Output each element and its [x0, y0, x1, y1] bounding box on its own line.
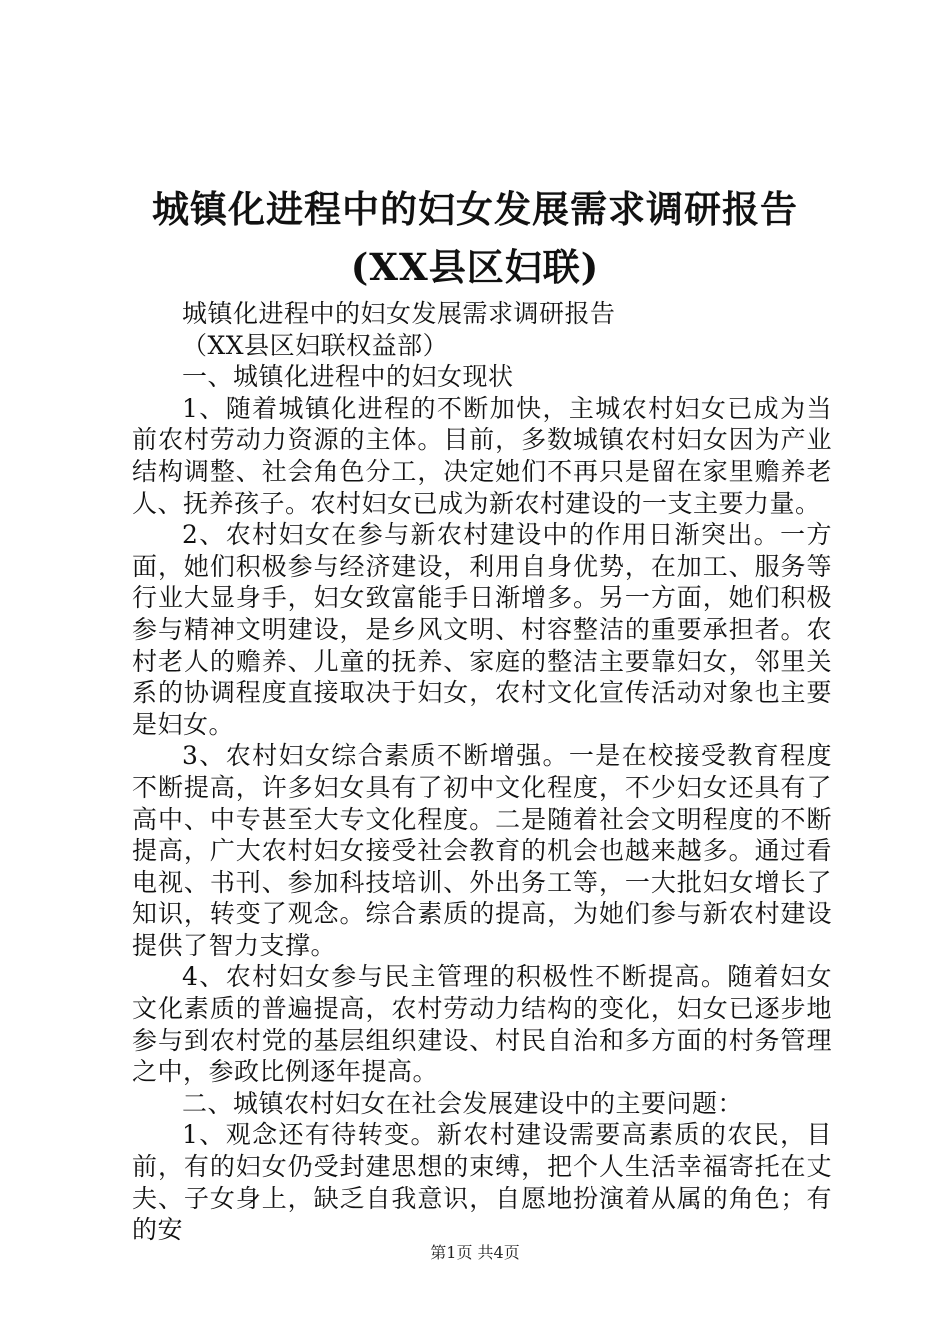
page-number-footer: 第1页 共4页	[430, 1243, 520, 1262]
body-paragraph: 1、观念还有待转变。新农村建设需要高素质的农民，目前，有的妇女仍受封建思想的束缚，把个人生活幸福寄托在丈夫、子女身上，缺乏自我意识，自愿地扮演着从属的角色；有的安	[132, 1120, 832, 1245]
body-paragraph: 1、随着城镇化进程的不断加快，主城农村妇女已成为当前农村劳动力资源的主体。目前，多数城镇农村妇女因为产业结构调整、社会角色分工，决定她们不再只是留在家里赡养老人、抚养孩子。农村妇女已成为新农村建设的一支主要力量。	[132, 393, 832, 518]
document-title: 城镇化进程中的妇女发展需求调研报告(XX县区妇联)	[152, 187, 798, 289]
section-heading-1: 一、城镇化进程中的妇女现状	[182, 362, 514, 392]
author-paragraph: （XX县区妇联权益部）	[182, 330, 449, 360]
body-paragraph: 3、农村妇女综合素质不断增强。一是在校接受教育程度不断提高，许多妇女具有了初中文化程度，不少妇女还具有了高中、中专甚至大专文化程度。二是随着社会文明程度的不断提高，广大农村妇女接受社会教育的机会也越来越多。通过看电视、书刊、参加科技培训、外出务工等，一大批妇女增长了知识，转变了观念。综合素质的提高，为她们参与新农村建设提供了智力支撑。	[132, 741, 832, 960]
body-paragraph: 4、农村妇女参与民主管理的积极性不断提高。随着妇女文化素质的普遍提高，农村劳动力结构的变化，妇女已逐步地参与到农村党的基层组织建设、村民自治和多方面的村务管理之中，参政比例逐年提高。	[132, 962, 832, 1087]
body-paragraph: 2、农村妇女在参与新农村建设中的作用日渐突出。一方面，她们积极参与经济建设，利用自身优势，在加工、服务等行业大显身手，妇女致富能手日渐增多。另一方面，她们积极参与精神文明建设，是乡风文明、村容整洁的重要承担者。农村老人的赡养、儿童的抚养、家庭的整洁主要靠妇女，邻里关系的协调程度直接取决于妇女，农村文化宣传活动对象也主要是妇女。	[132, 520, 832, 739]
section-heading-2: 二、城镇农村妇女在社会发展建设中的主要问题：	[182, 1088, 744, 1118]
subtitle-paragraph: 城镇化进程中的妇女发展需求调研报告	[182, 299, 616, 328]
document-body	[132, 298, 832, 1246]
